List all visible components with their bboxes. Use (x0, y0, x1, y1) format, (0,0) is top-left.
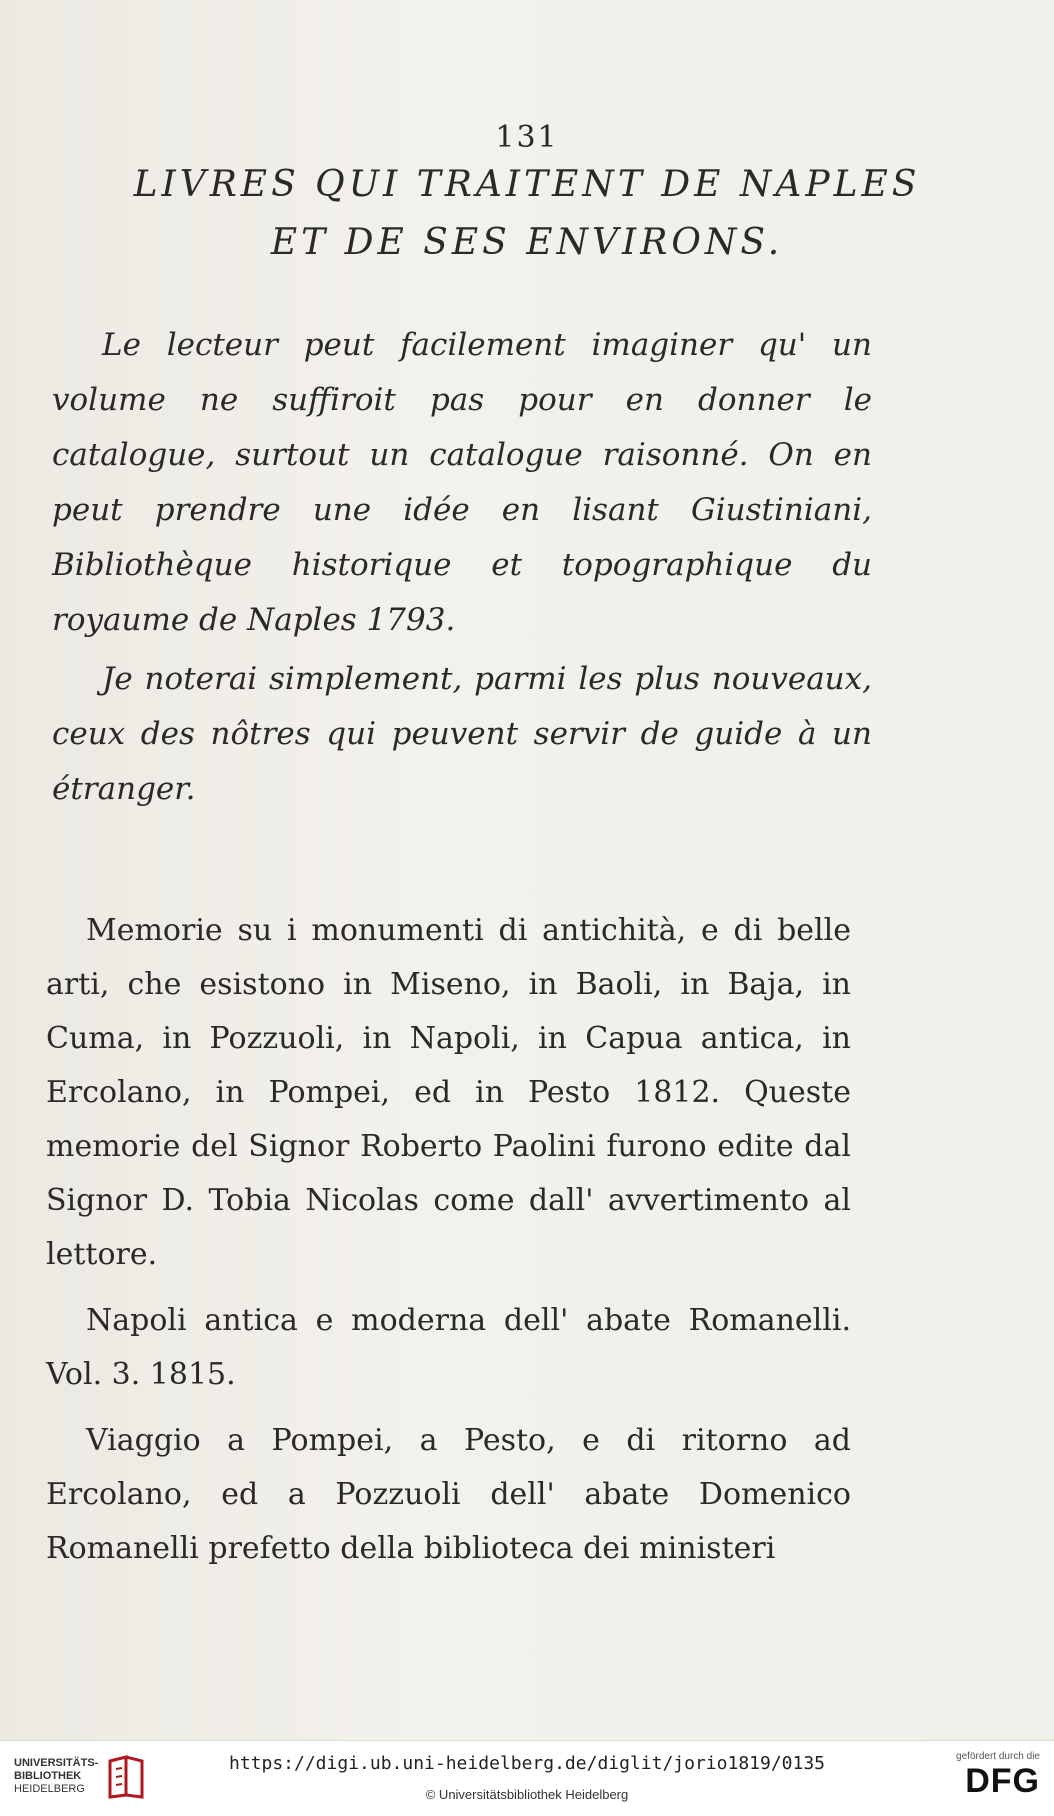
page-number: 131 (495, 120, 559, 155)
copyright-notice: © Universitätsbibliothek Heidelberg (425, 1787, 629, 1802)
funding-note: gefördert durch die (956, 1751, 1040, 1762)
intro-text (52, 318, 872, 817)
library-name-line2: BIBLIOTHEK (14, 1770, 82, 1782)
funder-name: DFG (965, 1762, 1040, 1800)
bibliography-entry-2: Napoli antica e moderna dell' abate Romanelli. Vol. 3. 1815. (46, 1303, 851, 1392)
viewer-footer (0, 1740, 1054, 1816)
bibliography-entry-3: Viaggio a Pompei, a Pesto, e di ritorno ad Ercolano, ed a Pozzuoli dell' abate Domenico Romanelli prefetto della biblioteca dei ministeri (46, 1423, 851, 1566)
intro-paragraph-1: Le lecteur peut facilement imaginer qu' un volume ne suffiroit pas pour en donner le catalogue, surtout un catalogue raisonné. On en peut prendre une idée en lisant Giustiniani, Bibliothèque historique et topographique du royaume de Naples 1793. (52, 327, 872, 638)
library-name-line1: UNIVERSITÄTS- (14, 1757, 99, 1769)
intro-paragraph-2: Je noterai simplement, parmi les plus nouveaux, ceux des nôtres qui peuvent servir de guide à un étranger. (52, 661, 872, 807)
chapter-title-line1: LIVRES QUI TRAITENT DE NAPLES (133, 164, 921, 205)
dfg-logo[interactable] (956, 1751, 1040, 1800)
chapter-title-line2: ET DE SES ENVIRONS. (270, 222, 784, 263)
bibliography-list (46, 904, 851, 1588)
bibliography-entry-1: Memorie su i monumenti di antichità, e di belle arti, che esistono in Miseno, in Baoli, in Baja, in Cuma, in Pozzuoli, in Napoli, in Capua antica, in Ercolano, in Pompei, ed in Pesto 1812. Queste memorie del Signor Roberto Paolini furono edite dal Signor D. Tobia Nicolas come dall' avvertimento al lettore. (46, 913, 851, 1272)
library-name-line3: HEIDELBERG (14, 1783, 85, 1795)
permalink-url[interactable]: https://digi.ub.uni-heidelberg.de/diglit/jorio1819/0135 (228, 1753, 826, 1774)
